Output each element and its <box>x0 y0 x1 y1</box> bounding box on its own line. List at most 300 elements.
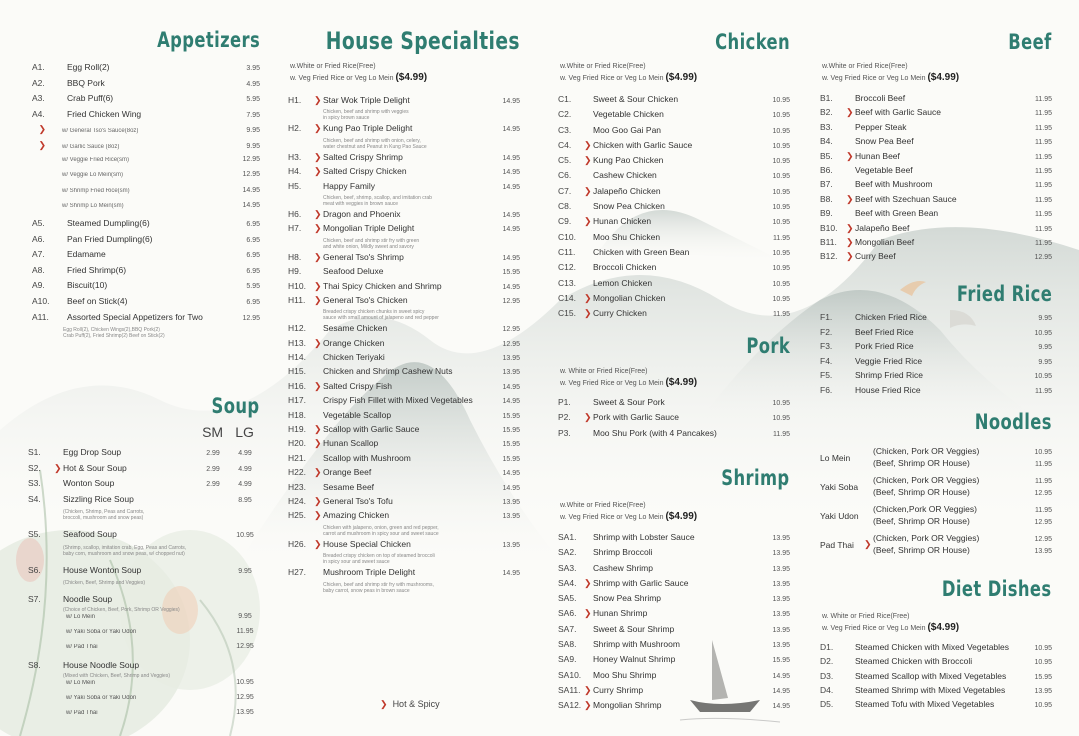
item-code: B10. <box>820 222 838 233</box>
item-name: Noodle Soup <box>63 594 113 604</box>
item-price: 14.95 <box>502 211 520 219</box>
menu-item <box>558 624 790 639</box>
item-name: Beef with Green Bean <box>855 208 939 219</box>
soup-lg-price: 10.95 <box>236 532 254 539</box>
soup-row <box>28 478 260 494</box>
item-price: 13.95 <box>772 580 790 588</box>
menu-item <box>820 370 1052 385</box>
menu-item <box>288 295 520 321</box>
item-price: 9.95 <box>1038 315 1052 322</box>
item-name: Orange Chicken <box>323 337 385 348</box>
item-code: A4. <box>32 108 45 119</box>
appetizer-item <box>28 78 260 94</box>
item-code: A2. <box>32 77 45 88</box>
item-name: Yaki Soba <box>820 481 859 492</box>
menu-item-row <box>288 366 520 380</box>
soup-lg-price: 4.99 <box>238 465 252 473</box>
menu-item <box>288 539 520 565</box>
item-code: H4. <box>288 166 302 177</box>
option-price: 13.95 <box>236 709 254 716</box>
chili-icon: ❯ <box>314 95 322 105</box>
item-description: Chicken, beef and shrimp with veggies <box>323 109 409 116</box>
noodle-option-row <box>873 458 1052 470</box>
menu-item <box>558 547 790 562</box>
item-name: Vegetable Beef <box>855 164 913 175</box>
item-price: 14.95 <box>242 202 260 210</box>
item-name: Honey Walnut Shrimp <box>593 654 676 665</box>
item-name: Steamed Scallop with Mixed Vegetables <box>855 670 1007 681</box>
option-price: 9.95 <box>238 613 252 620</box>
menu-item <box>558 654 790 669</box>
item-price: 4.95 <box>246 80 260 88</box>
item-name: Snow Pea Shrimp <box>593 593 662 604</box>
pork-list <box>558 397 790 443</box>
menu-item-row <box>558 563 790 578</box>
option-name: w/ Lo Mein <box>66 680 96 686</box>
chili-icon: ❯ <box>846 251 854 262</box>
menu-item <box>288 209 520 223</box>
item-description: broccoli, mushroom and snow peas) <box>63 515 144 521</box>
menu-item <box>558 608 790 623</box>
chili-icon: ❯ <box>314 294 322 305</box>
item-description: Chicken with jalapeno, onion, green and red pepper, <box>323 524 439 531</box>
chili-icon: ❯ <box>584 684 592 695</box>
noodle-options <box>873 475 1052 499</box>
menu-item <box>288 510 520 536</box>
item-price: 11.95 <box>773 234 790 242</box>
item-name: w/ Shrimp Lo Mein(sm) <box>62 203 124 210</box>
menu-item-row <box>288 166 520 180</box>
soup-row <box>28 660 260 673</box>
item-name: Mongolian Beef <box>855 236 915 247</box>
menu-item-row <box>558 247 790 262</box>
item-name: Jalapeño Beef <box>855 222 910 233</box>
item-name: Sweet & Sour Shrimp <box>593 623 675 634</box>
item-code: SA5. <box>558 593 577 604</box>
item-code: F3. <box>820 341 833 352</box>
menu-item <box>288 252 520 266</box>
menu-item-row <box>288 181 520 195</box>
item-code: H12. <box>288 323 306 334</box>
item-name: Moo Goo Gai Pan <box>593 124 662 135</box>
chili-icon: ❯ <box>314 123 322 134</box>
noodle-soup-item <box>28 660 260 724</box>
item-code: C7. <box>558 185 572 196</box>
menu-item-row <box>558 397 790 412</box>
item-name: BBQ Pork <box>67 77 105 88</box>
menu-item-row <box>558 216 790 231</box>
item-code: B4. <box>820 136 833 147</box>
menu-item <box>820 356 1052 371</box>
item-description: Chicken, beef and shrimp stir fry with green <box>323 237 420 244</box>
item-name: Yaki Udon <box>820 510 859 521</box>
option-price: 12.95 <box>236 694 254 701</box>
item-name: Crispy Fish Fillet with Mixed Vegetables <box>323 395 473 406</box>
menu-item-row <box>288 266 520 280</box>
item-price: 13.95 <box>502 369 520 377</box>
item-name: Biscuit(10) <box>67 280 108 291</box>
menu-item-row <box>558 155 790 170</box>
item-code: F6. <box>820 384 833 395</box>
menu-item-row <box>558 654 790 669</box>
item-code: D4. <box>820 684 834 695</box>
item-code: B5. <box>820 150 833 161</box>
menu-item <box>288 181 520 207</box>
menu-item <box>820 251 1052 265</box>
noodle-soup-option <box>28 613 260 628</box>
soup-lg-price: 9.95 <box>238 567 252 575</box>
item-price: 13.95 <box>502 513 520 521</box>
menu-item-row <box>820 93 1052 107</box>
menu-item <box>288 366 520 380</box>
appetizer-item <box>28 218 260 234</box>
item-price: 15.95 <box>1034 673 1052 681</box>
item-name: Beef Fried Rice <box>855 326 914 337</box>
item-description: baby carrot, snow peas in brown sauce <box>323 587 410 594</box>
option-name: (Chicken,Pork OR Veggies) <box>873 503 977 514</box>
noodle-option-row <box>873 446 1052 458</box>
menu-item <box>820 312 1052 327</box>
menu-item-row <box>820 671 1052 685</box>
chili-icon: ❯ <box>846 222 854 233</box>
menu-item <box>288 453 520 467</box>
item-code: H11. <box>288 294 306 305</box>
item-price: 11.95 <box>1035 182 1052 190</box>
item-code: B1. <box>820 93 833 103</box>
item-price: 10.95 <box>772 219 790 227</box>
noodle-option-row <box>873 533 1052 545</box>
menu-item <box>558 278 790 293</box>
item-code: B6. <box>820 164 833 175</box>
item-code: H17. <box>288 395 306 406</box>
item-name: Beef on Stick(4) <box>67 295 128 306</box>
menu-item <box>820 642 1052 656</box>
menu-item-row <box>820 136 1052 150</box>
item-price: 10.95 <box>772 112 790 120</box>
item-price: 12.95 <box>502 340 520 348</box>
item-price: 11.95 <box>1035 124 1052 132</box>
menu-item-row <box>558 624 790 639</box>
item-price: 14.95 <box>502 283 520 291</box>
item-code: SA1. <box>558 532 577 542</box>
item-name: w/ Shrimp Fried Rice(sm) <box>62 187 130 194</box>
item-code: S1. <box>28 447 41 457</box>
appetizer-item <box>28 109 260 125</box>
chicken-title: Chicken <box>715 30 790 54</box>
menu-item <box>558 186 790 201</box>
menu-item-row <box>288 295 520 309</box>
item-code: P2. <box>558 412 571 423</box>
item-description: sauce with small amount of jalapeno and red pepper <box>323 315 439 322</box>
item-name: Sesame Beef <box>323 481 375 492</box>
menu-item <box>558 155 790 170</box>
item-name: Shrimp with Mushroom <box>593 639 680 650</box>
item-code: H7. <box>288 223 302 234</box>
menu-item <box>288 266 520 280</box>
item-price: 14.95 <box>502 126 520 134</box>
item-name: Scallop with Mushroom <box>323 452 411 463</box>
chili-icon: ❯ <box>380 699 388 709</box>
noodle-options <box>873 533 1052 557</box>
pork-title: Pork <box>746 334 790 358</box>
option-price: 12.95 <box>1034 518 1052 526</box>
menu-item <box>288 95 520 121</box>
soup-lg-price: 4.99 <box>238 450 252 457</box>
menu-item <box>820 671 1052 685</box>
item-price: 10.95 <box>772 400 790 407</box>
item-name: Mongolian Triple Delight <box>323 223 415 234</box>
soup-list <box>28 447 260 724</box>
option-name: (Chicken, Pork OR Veggies) <box>873 445 980 456</box>
item-code: S3. <box>28 478 41 488</box>
item-name: Hunan Shrimp <box>593 608 648 619</box>
diet-note-price: ($4.99) <box>927 622 960 633</box>
chicken-note-veg-rice: w. Veg Fried Rice or Veg Lo Mein <box>560 75 664 82</box>
item-name: Egg Drop Soup <box>63 447 122 457</box>
noodle-option-row <box>873 504 1052 516</box>
item-price: 11.95 <box>1035 139 1052 147</box>
item-name: w/ Veggie Lo Mein(sm) <box>62 172 124 179</box>
option-price: 12.95 <box>236 643 254 650</box>
item-name: Shrimp with Garlic Sauce <box>593 577 689 588</box>
menu-item-row <box>558 412 790 427</box>
item-name: Salted Crispy Chicken <box>323 166 407 177</box>
item-price: 13.95 <box>502 498 520 506</box>
item-price: 10.95 <box>772 295 790 303</box>
item-name: Shrimp with Lobster Sauce <box>593 532 695 542</box>
menu-item <box>558 700 790 715</box>
fried-rice-title: Fried Rice <box>956 282 1052 306</box>
item-price: 11.95 <box>1035 167 1052 175</box>
noodle-soup-option <box>28 694 260 709</box>
menu-item-row <box>288 152 520 166</box>
menu-item <box>820 341 1052 356</box>
item-code: C14. <box>558 292 576 303</box>
option-price: 10.95 <box>236 679 254 686</box>
shrimp-title: Shrimp <box>721 466 790 490</box>
item-name: Steamed Chicken with Mixed Vegetables <box>855 642 1010 652</box>
item-name: Assorted Special Appetizers for Two <box>67 311 203 322</box>
item-code: SA3. <box>558 562 577 573</box>
item-description: (Choice of Chicken, Beef, Pork, Shrimp OR Veggies) <box>63 607 180 613</box>
appetizers-title: Appetizers <box>156 28 260 52</box>
house-note-free-rice: w.White or Fried Rice(Free) <box>290 63 376 70</box>
item-name: Sweet & Sour Chicken <box>593 94 679 104</box>
shrimp-list <box>558 532 790 716</box>
chili-icon: ❯ <box>314 151 322 162</box>
item-price: 14.95 <box>502 98 520 105</box>
item-price: 14.95 <box>772 672 790 680</box>
soup-lg-price: 8.95 <box>238 496 252 504</box>
item-code: H21. <box>288 452 306 463</box>
item-code: B11. <box>820 236 837 247</box>
item-code: H18. <box>288 409 306 420</box>
noodle-item <box>820 530 1052 559</box>
item-name: Moo Shu Chicken <box>593 231 661 242</box>
item-description: and white onion, Mildly sweet and savory <box>323 243 414 250</box>
soup-sm-price: 2.99 <box>206 465 220 473</box>
chicken-list <box>558 94 790 323</box>
item-price: 15.95 <box>502 269 520 277</box>
item-price: 14.95 <box>502 398 520 406</box>
item-code: H16. <box>288 380 306 391</box>
item-name: Happy Family <box>323 180 375 191</box>
menu-item <box>558 170 790 185</box>
item-name: Curry Beef <box>855 251 896 262</box>
menu-item-row <box>288 438 520 452</box>
option-name: (Chicken, Pork OR Veggies) <box>873 532 980 543</box>
item-price: 12.95 <box>242 314 260 322</box>
item-price: 10.95 <box>772 249 790 257</box>
menu-item <box>820 699 1052 713</box>
chili-icon: ❯ <box>584 608 592 619</box>
option-name: w/ Yaki Soba or Yaki Udon <box>66 629 137 635</box>
item-price: 11.95 <box>1035 239 1052 247</box>
menu-item-row <box>558 278 790 293</box>
soup-sm-price: 2.99 <box>206 450 220 457</box>
chili-icon: ❯ <box>584 700 592 711</box>
item-price: 14.95 <box>502 570 520 578</box>
chili-icon: ❯ <box>314 538 322 549</box>
appetizer-item <box>28 265 260 281</box>
shrimp-note-veg-rice: w. Veg Fried Rice or Veg Lo Mein <box>560 514 664 521</box>
menu-item-row <box>288 281 520 295</box>
menu-item <box>288 223 520 249</box>
item-code: SA12. <box>558 700 582 711</box>
item-code: H26. <box>288 538 306 549</box>
item-price: 13.95 <box>502 541 520 549</box>
chili-icon: ❯ <box>584 139 592 150</box>
item-code: A11. <box>32 311 49 322</box>
item-code: C11. <box>558 246 576 257</box>
item-price: 5.95 <box>246 283 260 291</box>
appetizer-item <box>28 312 260 328</box>
item-code: P1. <box>558 397 571 407</box>
menu-item-row <box>288 323 520 337</box>
item-price: 10.95 <box>772 158 790 166</box>
chili-icon: ❯ <box>584 155 592 166</box>
menu-item-row <box>558 428 790 443</box>
menu-item <box>288 482 520 496</box>
soup-row <box>28 565 260 581</box>
spicy-legend <box>380 699 440 710</box>
menu-item-row <box>558 232 790 247</box>
chili-icon: ❯ <box>314 280 322 291</box>
soup-row <box>28 494 260 510</box>
menu-item-row <box>288 410 520 424</box>
item-price: 11.95 <box>773 430 790 438</box>
item-name: w/ General Tso's Sauce(8oz) <box>62 128 139 135</box>
menu-item <box>558 247 790 262</box>
item-name: Vegetable Scallop <box>323 409 392 420</box>
soup-item <box>28 447 260 463</box>
option-price: 13.95 <box>1034 547 1052 555</box>
beef-note-price: ($4.99) <box>927 72 960 83</box>
item-description: (Shrimp, scallop, imitation crab, Egg, Peas and Carrots, <box>63 544 187 551</box>
menu-item <box>558 428 790 443</box>
item-price: 11.95 <box>1035 387 1052 395</box>
item-description: (Mixed with Chicken, Beef, Shrimp and Veggies) <box>63 673 170 679</box>
item-name: w/ Veggie Fried Rice(sm) <box>62 156 130 163</box>
soup-title: Soup <box>211 394 260 418</box>
item-code: SA6. <box>558 608 577 619</box>
item-code: H22. <box>288 467 306 478</box>
item-name: Steamed Chicken with Broccoli <box>855 656 973 667</box>
option-name: (Chicken, Pork OR Veggies) <box>873 474 980 485</box>
menu-item-row <box>820 151 1052 165</box>
item-price: 14.95 <box>502 484 520 492</box>
menu-item-row <box>820 642 1052 656</box>
menu-item-row <box>558 547 790 562</box>
item-price: 15.95 <box>502 412 520 420</box>
item-name: Shrimp Broccoli <box>593 547 653 558</box>
item-name: Seafood Soup <box>63 529 117 539</box>
menu-item-row <box>288 338 520 352</box>
option-name: (Beef, Shrimp OR House) <box>873 544 970 555</box>
menu-item <box>820 165 1052 179</box>
noodle-option-row <box>873 516 1052 528</box>
chili-icon: ❯ <box>584 185 592 196</box>
menu-item <box>558 639 790 654</box>
chili-icon: ❯ <box>584 216 592 227</box>
menu-item <box>288 123 520 149</box>
item-code: P3. <box>558 427 571 438</box>
menu-item-row <box>558 685 790 700</box>
item-code: H2. <box>288 123 302 134</box>
menu-item <box>558 262 790 277</box>
item-code: A6. <box>32 233 45 244</box>
item-name: Pan Fried Dumpling(6) <box>67 233 153 244</box>
item-price: 11.95 <box>1035 196 1052 204</box>
item-price: 10.95 <box>1034 329 1052 337</box>
menu-item-row <box>820 327 1052 342</box>
house-note-price: ($4.99) <box>395 72 428 83</box>
diet-note-veg-rice: w. Veg Fried Rice or Veg Lo Mein <box>822 625 926 632</box>
option-name: w/ Pad Thai <box>66 710 98 716</box>
option-price: 10.95 <box>1034 448 1052 456</box>
item-code: C3. <box>558 124 572 135</box>
menu-item-row <box>820 179 1052 193</box>
item-description: water chestnut and Peanut in Kung Pao Sauce <box>323 143 427 150</box>
item-code: SA10. <box>558 669 582 680</box>
chili-icon: ❯ <box>314 337 322 348</box>
diet-list <box>820 642 1052 713</box>
menu-item <box>558 412 790 427</box>
menu-item <box>558 397 790 412</box>
item-name: Beef with Szechuan Sauce <box>855 193 957 204</box>
item-name: Hunan Chicken <box>593 216 652 227</box>
item-name: Mushroom Triple Delight <box>323 567 416 578</box>
item-price: 9.95 <box>246 142 260 150</box>
item-code: D2. <box>820 656 834 667</box>
item-name: Moo Shu Shrimp <box>593 669 657 680</box>
item-code: H9. <box>288 266 302 277</box>
appetizer-item <box>28 234 260 250</box>
item-name: Scallop with Garlic Sauce <box>323 424 420 435</box>
menu-item <box>558 563 790 578</box>
item-name: Lo Mein <box>820 452 851 463</box>
item-name: Orange Beef <box>323 467 372 478</box>
item-code: SA2. <box>558 547 577 558</box>
item-code: B2. <box>820 107 833 118</box>
menu-item-row <box>288 352 520 366</box>
item-code: C9. <box>558 216 572 227</box>
shrimp-note-price: ($4.99) <box>665 511 698 522</box>
menu-item-row <box>820 370 1052 385</box>
chili-icon: ❯ <box>584 292 592 303</box>
item-price: 14.95 <box>502 183 520 191</box>
item-price: 10.95 <box>772 280 790 288</box>
